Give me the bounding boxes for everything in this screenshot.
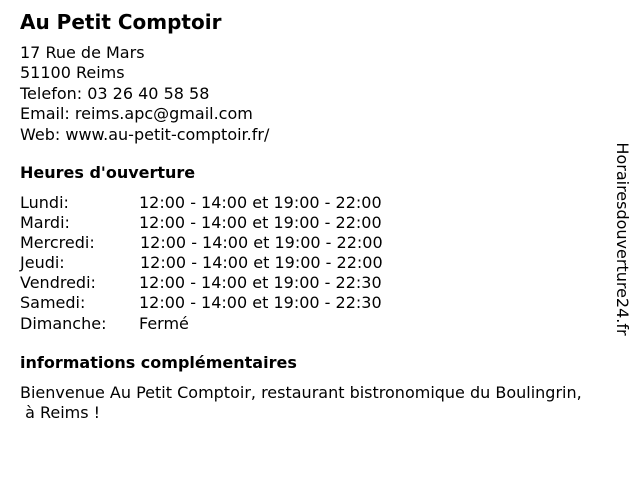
phone-number: Telefon: 03 26 40 58 58 <box>20 83 210 103</box>
time-value: 12:00 - 14:00 et 19:00 - 22:00 <box>140 253 383 273</box>
hours-row-samedi <box>20 293 440 313</box>
website-address: Web: www.au-petit-comptoir.fr/ <box>20 124 270 144</box>
hours-row-mardi <box>20 213 440 233</box>
contact-block <box>20 43 269 145</box>
time-value: 12:00 - 14:00 et 19:00 - 22:00 <box>140 233 383 253</box>
info-heading: informations complémentaires <box>20 353 297 372</box>
time-value: 12:00 - 14:00 et 19:00 - 22:30 <box>139 273 382 293</box>
description-line-2: à Reims ! <box>20 403 101 422</box>
hours-row-jeudi <box>20 253 440 273</box>
time-value: 12:00 - 14:00 et 19:00 - 22:00 <box>139 213 382 233</box>
hours-row-dimanche <box>20 314 440 334</box>
hours-row-vendredi <box>20 273 440 293</box>
day-label: Mercredi: <box>20 233 95 253</box>
hours-heading: Heures d'ouverture <box>20 163 196 182</box>
watermark <box>611 133 633 345</box>
description-line-1: Bienvenue Au Petit Comptoir, restaurant bistronomique du Boulingrin, <box>20 383 582 402</box>
address-street: 17 Rue de Mars <box>20 43 145 62</box>
opening-hours-table <box>20 193 440 334</box>
day-label: Vendredi: <box>20 273 96 293</box>
day-label: Samedi: <box>20 293 86 313</box>
description-text <box>20 383 635 423</box>
day-label: Jeudi: <box>20 253 65 273</box>
time-value: Fermé <box>139 313 189 333</box>
day-label: Dimanche: <box>20 313 107 333</box>
day-label: Lundi: <box>20 193 69 212</box>
time-value: 12:00 - 14:00 et 19:00 - 22:30 <box>139 293 382 313</box>
address-city: 51100 Reims <box>20 63 125 83</box>
day-label: Mardi: <box>20 213 70 233</box>
time-value: 12:00 - 14:00 et 19:00 - 22:00 <box>139 193 382 212</box>
watermark-text: Horairesdouverture24.fr <box>613 142 632 336</box>
hours-row-mercredi <box>20 233 440 253</box>
hours-row-lundi <box>20 193 440 213</box>
business-name: Au Petit Comptoir <box>20 10 222 34</box>
email-address: Email: reims.apc@gmail.com <box>20 104 253 124</box>
